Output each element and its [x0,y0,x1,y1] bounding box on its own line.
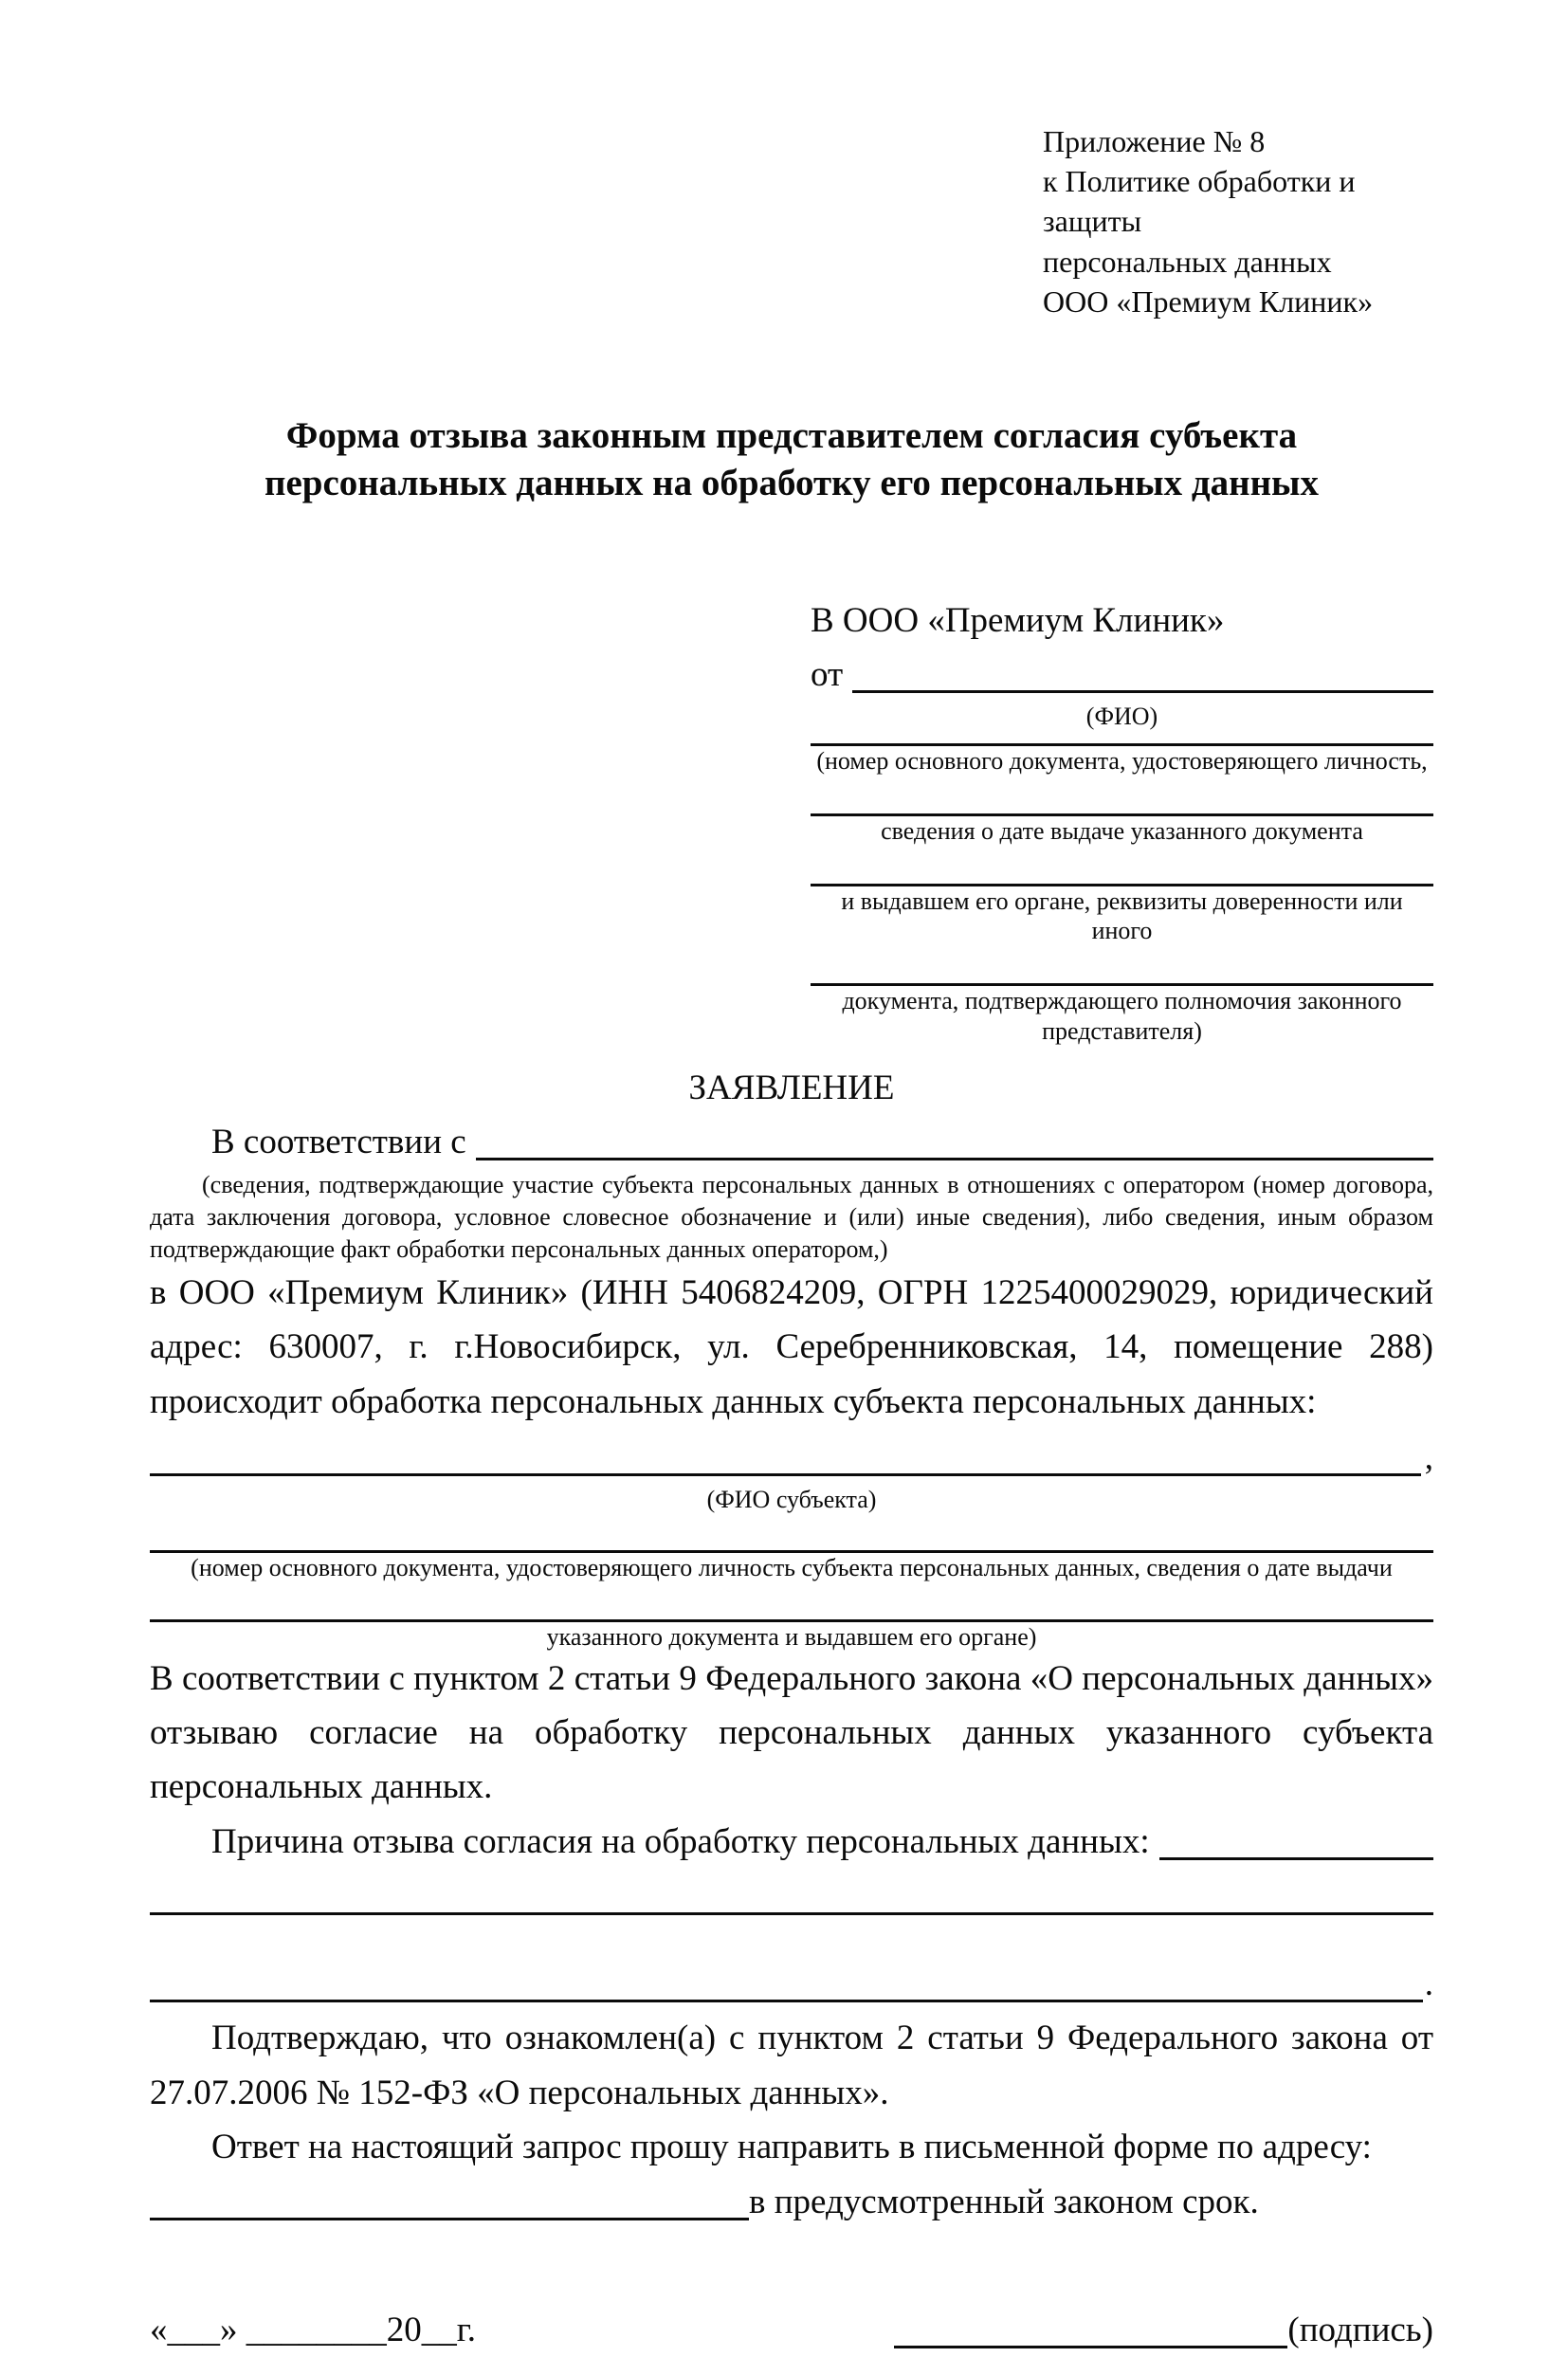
blank-line [811,945,1433,986]
appendix-line: Приложение № 8 [1043,124,1266,158]
subject-doc-caption: (номер основного документа, удостоверяющего личность субъекта персональных данных, сведения о дате выдачи [191,1554,1393,1582]
subject-comma: , [1424,1437,1433,1477]
blank-line [150,1583,1433,1622]
blank-caption: документа, подтверждающего полномочия законного представителя) [842,987,1402,1045]
appendix-line: к Политике обработки и защиты [1043,164,1356,239]
accordance-blank-line [476,1158,1433,1160]
from-blank-line [852,690,1433,693]
fio-caption: (ФИО) [1085,703,1158,731]
subject-fio-blank-line [150,1473,1421,1476]
date-line: «___» ________20__г. [150,2310,477,2349]
addressee-from-row [811,648,1433,702]
operator-paragraph: в ООО «Премиум Клиник» (ИНН 5406824209, ОГРН 1225400029029, юридический адрес: 630007, г. г.Новосибирск, ул. Серебренниковская, 14, помещение 288) происходит обработка персональных данных субъекта персональных данных: [150,1272,1433,1421]
appendix-line: персональных данных [1043,244,1332,279]
footer-row [150,2303,1433,2357]
from-label: от [811,655,844,695]
accordance-label: В соответствии с [211,1123,466,1162]
reason-row [150,1815,1433,1869]
document-title-line: персональных данных на обработку его персональных данных [264,463,1320,504]
blank-caption: сведения о дате выдаче указанного документа [881,816,1363,845]
reply-paragraph: Ответ на настоящий запрос прошу направить в письменной форме по адресу: [211,2128,1372,2167]
reason-label: Причина отзыва согласия на обработку персональных данных: [211,1821,1150,1861]
appendix-block [1043,121,1433,321]
reason-blank-line-2 [150,1869,1433,1915]
reason-blank-line-3 [150,2000,1423,2002]
reply-address-blank-line [150,2218,749,2220]
reason-row-3 [150,1957,1433,2011]
addressee-org: В ООО «Премиум Клиник» [811,600,1225,640]
blank-line [811,846,1433,886]
reason-period: . [1424,1964,1433,2004]
accordance-note: (сведения, подтверждающие участие субъекта персональных данных в отношениях с оператором (номер договора, дата заключения договора, условное словесное обозначение и (или) иные сведения), либо сведения, иным образом подтверждающие факт обработки персональных данных оператором,) [150,1171,1433,1264]
withdraw-paragraph: В соответствии с пунктом 2 статьи 9 Федерального закона «О персональных данных» отзываю согласие на обработку персональных данных указанного субъекта персональных данных. [150,1658,1433,1807]
statement-heading: ЗАЯВЛЕНИЕ [688,1068,895,1107]
signature-area [894,2303,1433,2357]
document-title [150,412,1433,507]
blank-caption: и выдавшем его органе, реквизиты доверенности или иного [841,886,1403,945]
confirm-paragraph: Подтверждаю, что ознакомлен(а) с пунктом 2 статьи 9 Федерального закона от 27.07.2006 № 152-ФЗ «О персональных данных». [150,2019,1433,2112]
blank-caption: (номер основного документа, удостоверяющего личность, [816,746,1428,775]
subject-fio-row [150,1431,1433,1485]
signature-blank-line [894,2346,1287,2348]
appendix-line: ООО «Премиум Клиник» [1043,283,1374,319]
reply-address-row [150,2175,1433,2229]
addressee-block [811,598,1433,1046]
reply-tail: в предусмотренный законом срок. [749,2182,1259,2221]
signature-caption: (подпись) [1287,2310,1433,2349]
blank-line [811,732,1433,746]
document-title-line: Форма отзыва законным представителем согласия субъекта [285,415,1298,457]
reason-blank-line [1159,1857,1433,1860]
subject-fio-caption: (ФИО субъекта) [706,1486,877,1514]
blank-line [150,1514,1433,1553]
accordance-row [150,1115,1433,1169]
subject-doc-caption: указанного документа и выдавшем его органе) [546,1622,1037,1651]
blank-line [811,776,1433,816]
